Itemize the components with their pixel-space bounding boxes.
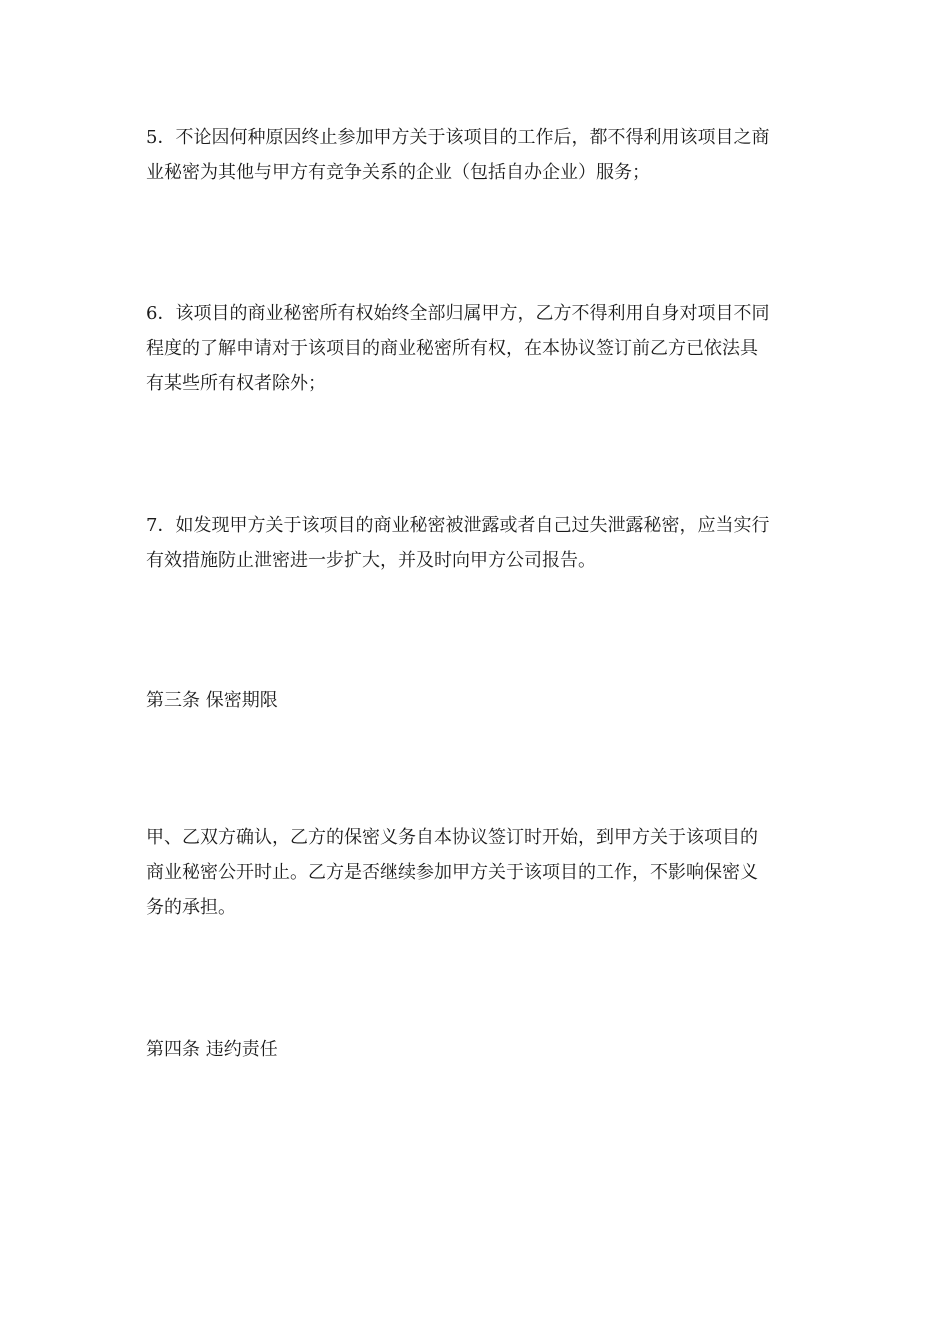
clause-7-paragraph	[146, 508, 810, 578]
paragraph-line: 5．不论因何种原因终止参加甲方关于该项目的工作后，都不得利用该项目之商	[146, 127, 770, 148]
article-3-heading	[146, 683, 810, 718]
paragraph-line: 甲、乙双方确认，乙方的保密义务自本协议签订时开始，到甲方关于该项目的	[146, 827, 758, 848]
clause-5-paragraph	[146, 120, 810, 190]
heading-line: 第四条 违约责任	[146, 1039, 278, 1060]
heading-line: 第三条 保密期限	[146, 690, 278, 711]
clause-6-paragraph	[146, 296, 810, 401]
paragraph-line: 业秘密为其他与甲方有竞争关系的企业（包括自办企业）服务；	[146, 162, 650, 183]
paragraph-line: 7．如发现甲方关于该项目的商业秘密被泄露或者自己过失泄露秘密，应当实行	[146, 515, 770, 536]
paragraph-line: 程度的了解申请对于该项目的商业秘密所有权，在本协议签订前乙方已依法具	[146, 338, 758, 359]
paragraph-line: 有某些所有权者除外；	[146, 373, 326, 394]
paragraph-line: 商业秘密公开时止。乙方是否继续参加甲方关于该项目的工作，不影响保密义	[146, 862, 758, 883]
paragraph-line: 有效措施防止泄密进一步扩大，并及时向甲方公司报告。	[146, 550, 596, 571]
paragraph-line: 6．该项目的商业秘密所有权始终全部归属甲方，乙方不得利用自身对项目不同	[146, 303, 770, 324]
confidentiality-period-paragraph	[146, 820, 810, 925]
paragraph-line: 务的承担。	[146, 897, 236, 918]
article-4-heading	[146, 1032, 810, 1067]
